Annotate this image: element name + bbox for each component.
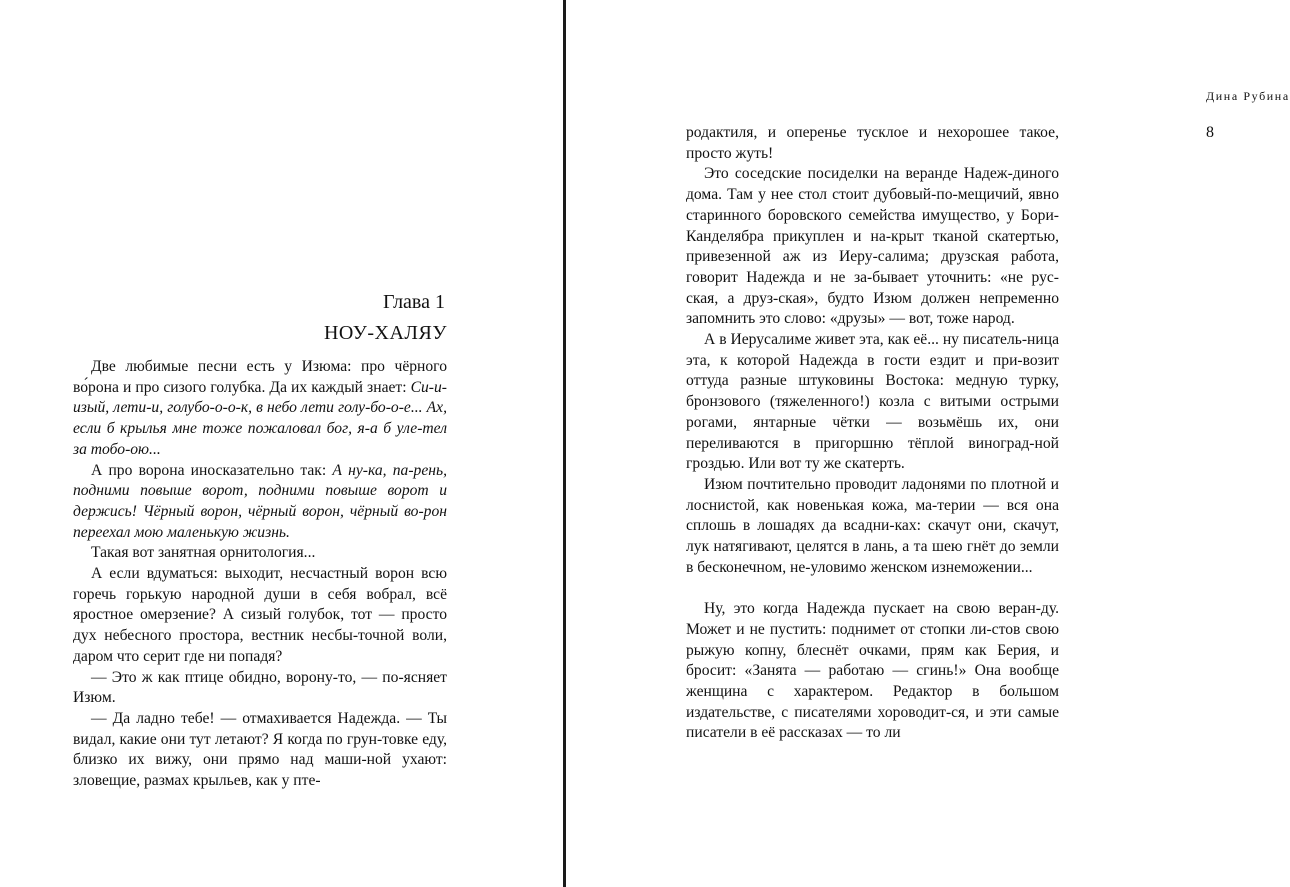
left-page bbox=[0, 0, 563, 887]
right-page-body bbox=[686, 123, 1059, 744]
left-paragraph bbox=[73, 668, 447, 709]
right-paragraph: Изюм почтительно проводит ладонями по плотной и лоснистой, как новенькая кожа, ма-терии — вся она сплошь в лошадях да всадни-ках: скачут они, скачут, лук натягивают, целятся в лань, а та шею гнёт до земли в бесконечном, не-уловимо женском изнеможении... bbox=[686, 475, 1059, 576]
paragraph-text: А если вдуматься: выходит, несчастный ворон всю горечь горькую народной души в себя вобрал, всё яростное омерзение? А сизый голубок, тот — просто дух небесного простора, вестник несбы-точной воли, даром что серит где ни попадя? bbox=[73, 565, 447, 665]
paragraph-text: — Это ж как птице обидно, ворону-то, — по-ясняет Изюм. bbox=[73, 668, 447, 707]
paragraph-text: Такая вот занятная орнитология... bbox=[91, 544, 316, 562]
left-paragraph bbox=[73, 543, 447, 564]
running-head: Дина Рубина bbox=[1206, 89, 1290, 103]
left-page-body bbox=[73, 357, 447, 792]
chapter-number: Глава 1 bbox=[383, 291, 445, 313]
left-paragraph bbox=[73, 357, 447, 461]
paragraph-text: Две любимые песни есть у Изюма: про чёрного во́рона и про сизого голубка. Да их каждый знает: bbox=[73, 358, 447, 396]
right-paragraph: А в Иерусалиме живет эта, как её... ну писатель-ница эта, к которой Надежда в гости ездит и при-возит оттуда разные штуковины Востока: медную турку, бронзового (тяжеленного!) козла с витыми острыми рогами, янтарные чётки — возьмёшь их, они переливаются в пригоршню тёплой виноград-ной гроздью. Или вот ту же скатерть. bbox=[686, 331, 1059, 473]
right-paragraph: Ну, это когда Надежда пускает на свою веран-ду. Может и не пустить: поднимет от стопки ли-стов свою рыжую копну, блеснёт очками, прям как Берия, и бросит: «Занята — работаю — сгинь!» Она вообще женщина с характером. Редактор в большом издательстве, с писателями хороводит-ся, и эти самые писатели в её рассказах — то ли bbox=[686, 600, 1059, 742]
song-lyric-italic: А ну-ка, па-рень, подними повыше ворот, подними повыше ворот и держись! Чёрный ворон, чёрный ворон, чёрный во-рон переехал мою маленькую жизнь. bbox=[73, 461, 447, 541]
chapter-title: НОУ-ХАЛЯУ bbox=[323, 322, 447, 344]
left-paragraph bbox=[73, 564, 447, 668]
paragraph-text: А про ворона иносказательно так: bbox=[91, 461, 333, 479]
song-lyric-italic: Си-и-изый, лети-и, голубо-о-о-к, в небо лети голу-бо-о-е... Ах, если б крылья мне тоже пожаловал бог, я-а б уле-тел за тобо-ою... bbox=[73, 378, 447, 458]
left-paragraph bbox=[73, 709, 447, 792]
right-paragraph: родактиля, и оперенье тусклое и нехорошее такое, просто жуть! bbox=[686, 124, 1059, 162]
paragraph-text: — Да ладно тебе! — отмахивается Надежда. — Ты видал, какие они тут летают? Я когда по грун-товке еду, близко их вижу, они прямо над маши-ной ухают: зловещие, размах крыльев, как у пте- bbox=[73, 709, 447, 790]
page-number: 8 bbox=[1206, 124, 1214, 141]
right-paragraph: Это соседские посиделки на веранде Надеж-диного дома. Там у нее стол стоит дубовый-по-мещичий, явно старинного боровского семейства имущество, у Бори-Канделябра прикуплен и на-крыт тканой скатертью, привезенной аж из Иеру-салима; друзская работа, говорит Надежда и не за-бывает уточнить: «не рус-ская, а друз-ская», будто Изюм должен непременно запомнить это слово: «друзы» — вот, тоже народ. bbox=[686, 165, 1059, 328]
left-paragraph bbox=[73, 461, 447, 544]
